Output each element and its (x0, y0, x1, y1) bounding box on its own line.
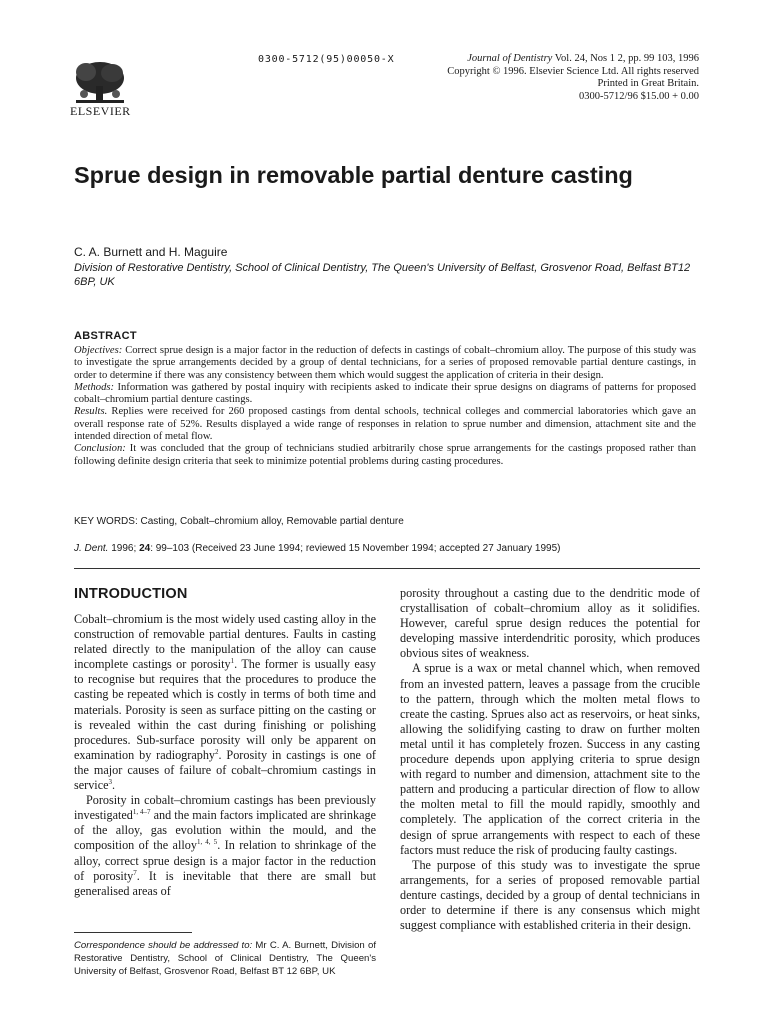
conclusion-label: Conclusion: (74, 443, 126, 455)
text-run: . It is inevitable that there are small but generalised areas of (74, 868, 376, 898)
conclusion-text: It was concluded that the group of technicians studied arbitrarily chose sprue arrangements for the castings proposed rather than following definite design criteria that seek to minimize potential problems during casting procedures. (74, 443, 696, 467)
results-label: Results. (74, 406, 108, 418)
citation-year: 1996; (108, 543, 140, 554)
left-column (74, 612, 376, 899)
copyright-line: Copyright © 1996. Elsevier Science Ltd. All rights reserved (447, 65, 699, 77)
citation-line (74, 543, 560, 554)
keywords: KEY WORDS: Casting, Cobalt–chromium alloy, Removable partial denture (74, 516, 404, 527)
citation-volume: 24 (139, 543, 151, 554)
reference-marker: 1, 4–7 (132, 808, 151, 817)
text-run: . The former is usually easy to recognise but requires that the procedures to produce the casting be repeated which is costly in terms of both time and materials. Porosity is seen as surface pitting on the casting or is revealed within the cast during finishing or polishing procedures. Sub-surface porosity will only be apparent on examination by radiography (74, 657, 376, 762)
footnote-label: Correspondence should be addressed to: (74, 940, 253, 951)
citation-journal: J. Dent. (74, 543, 109, 554)
author-affiliation: Division of Restorative Dentistry, School of Clinical Dentistry, The Queen's University of Belfast, Grosvenor Road, Belfast BT12 6BP, UK (74, 262, 691, 288)
intro-paragraph-1 (74, 612, 376, 793)
abstract-objectives (74, 345, 696, 382)
text-run: and the main factors implicated are shrinkage of the alloy, gas evolution within the mould, and the composition of the alloy (74, 808, 377, 853)
journal-details: Vol. 24, Nos 1 2, pp. 99 103, 1996 (552, 53, 699, 64)
issn-line: 0300-5712/96 $15.00 + 0.00 (579, 90, 699, 102)
document-id: 0300-5712(95)00050-X (258, 54, 395, 65)
intro-paragraph-3: porosity throughout a casting due to the dendritic mode of crystallisation of cobalt–chromium alloy as it solidifies. However, careful sprue design reduces the potential for developing massive interdendritic porosity, which produces obvious sites of weakness. (400, 586, 700, 661)
reference-marker: 2 (215, 747, 219, 756)
intro-paragraph-4: A sprue is a wax or metal channel which, when removed from an invested pattern, leaves a passage from the crucible to the pattern, through which the molten metal flows to create the casting. Sprues also act as reservoirs, or heat sinks, allowing the solidifying casting to draw on further molten metal until it has completely frozen. Success in any casting procedure depends upon applying criteria to sprue design with regard to number and dimension, attachment site to the pattern and producing a particular direction of flow to allow the molten metal to fill the mould rapidly, smoothly and completely. The application of the correct criteria in the design of sprue arrangements with respect to each of these factors must reduce the risk of producing faulty castings. (400, 661, 700, 857)
abstract-heading: ABSTRACT (74, 330, 137, 342)
text-run: Cobalt–chromium is the most widely used casting alloy in the construction of removable partial dentures. Faults in casting related directly to the manipulation of the alloy can cause incomplete castings or porosity (74, 612, 376, 672)
abstract-conclusion (74, 443, 696, 468)
reference-marker: 1, 4, 5 (196, 838, 218, 847)
paper-title: Sprue design in removable partial denture casting (74, 162, 633, 188)
text-run: . (112, 778, 116, 793)
right-column (400, 586, 700, 933)
objectives-label: Objectives: (74, 345, 123, 356)
journal-header (447, 53, 699, 103)
correspondence-footnote (74, 939, 376, 978)
intro-paragraph-2 (74, 793, 376, 899)
text-run: Porosity in cobalt–chromium castings has been previously investigated (74, 793, 376, 823)
text-run: . In relation to shrinkage of the alloy, correct sprue design is a major factor in the reduction of porosity (74, 838, 377, 883)
abstract-results (74, 406, 696, 443)
methods-text: Information was gathered by postal inquiry with recipients asked to indicate their sprue designs on diagrams of patterns for proposed cobalt–chromium partial denture castings. (74, 381, 696, 406)
publisher-name: ELSEVIER (70, 104, 131, 118)
printed-line: Printed in Great Britain. (597, 78, 699, 89)
footnote-text: Mr C. A. Burnett, Division of Restorative Dentistry, School of Clinical Dentistry, The Queen's University of Belfast, Grosvenor Road, Belfast BT 12 6BP, UK (74, 940, 376, 977)
objectives-text: Correct sprue design is a major factor in the reduction of defects in castings of cobalt–chromium alloy. The purpose of this study was to investigate the sprue arrangements decided by a group of dental technicians, for a series of proposed removable partial denture castings, in order to determine if there was any consistency between them which would suggest the application of criteria in their design. (74, 345, 696, 381)
reference-marker: 3 (108, 777, 113, 786)
reference-marker: 1 (230, 657, 235, 666)
citation-details: : 99–103 (Received 23 June 1994; reviewed 15 November 1994; accepted 27 January 1995) (150, 543, 561, 554)
text-run: . Porosity in castings is one of the major causes of failure of cobalt–chromium castings in service (74, 747, 376, 793)
section-divider (74, 568, 700, 569)
results-text: Replies were received for 260 proposed castings from dental schools, technical colleges and commercial laboratories which gave an overall response rate of 52%. Results displayed a wide range of responses in relation to sprue number and dimension, attachment site and the intended direction of metal flow. (74, 406, 696, 443)
abstract-methods (74, 382, 696, 407)
paper-authors: C. A. Burnett and H. Maguire (74, 245, 228, 259)
journal-name: Journal of Dentistry (467, 53, 553, 64)
methods-label: Methods: (74, 381, 115, 393)
journal-line (447, 53, 699, 66)
footnote-divider (74, 932, 192, 933)
intro-paragraph-5: The purpose of this study was to investigate the sprue arrangements, for a series of proposed removable partial denture castings, decided by a group of dental technicians in order to determine if there is any consensus which might suggest compliance with established criteria in their design. (400, 857, 700, 933)
reference-marker: 7 (133, 868, 137, 877)
introduction-heading: INTRODUCTION (74, 586, 188, 602)
abstract-body (74, 345, 696, 468)
